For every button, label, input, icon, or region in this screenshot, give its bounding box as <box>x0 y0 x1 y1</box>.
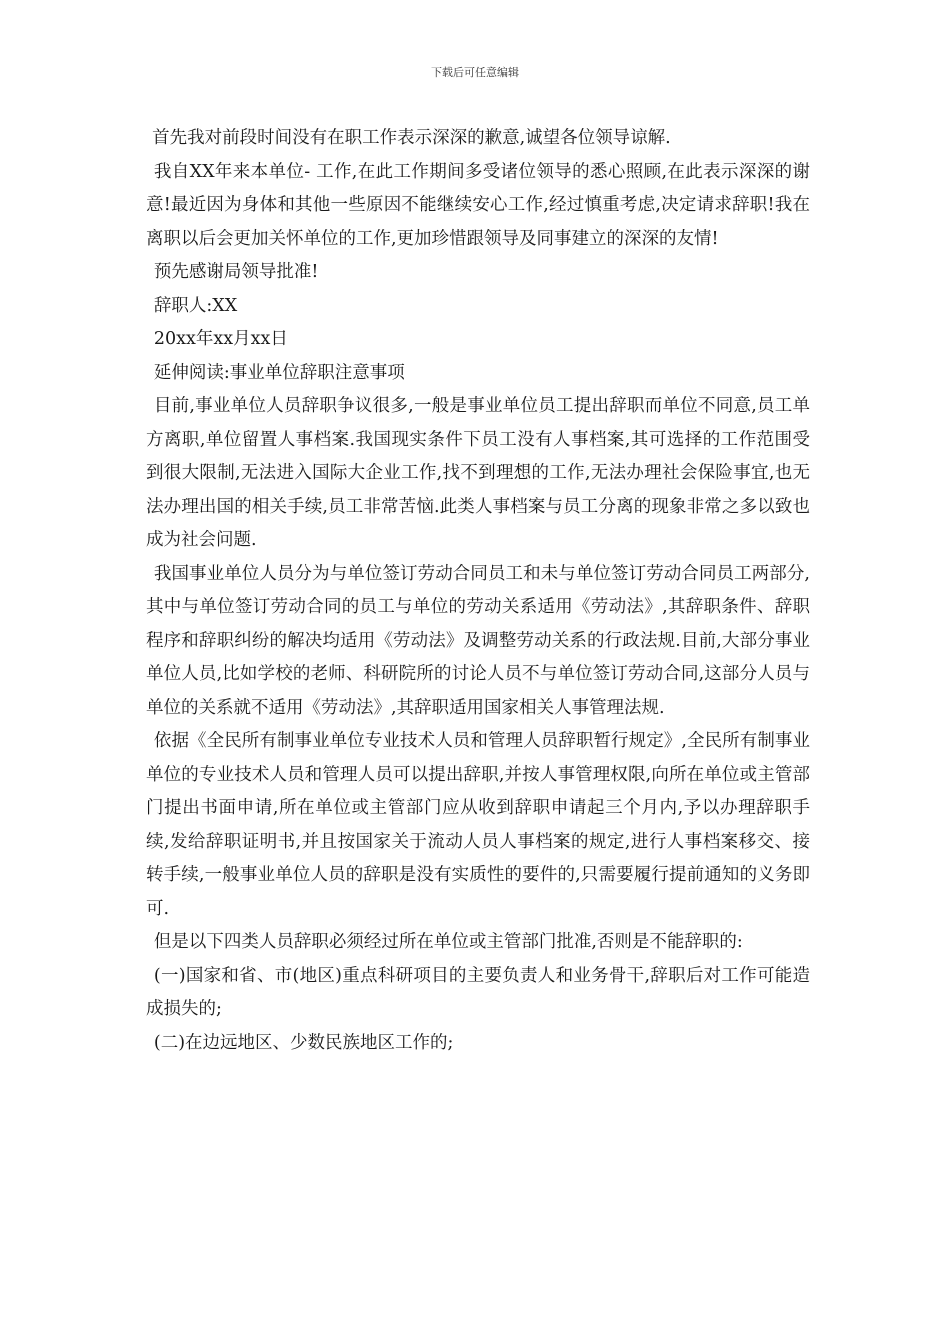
paragraph-thanks: 预先感谢局领导批准! <box>153 262 319 282</box>
signature-line: 辞职人:XX <box>153 295 238 316</box>
paragraph-exceptions: 但是以下四类人员辞职必须经过所在单位或主管部门批准,否则是不能辞职的: <box>153 932 743 952</box>
document-body <box>146 122 810 1060</box>
paragraph-gratitude: 我自XX年来本单位- 工作,在此工作期间多受诸位领导的悉心照顾,在此表示深深的谢意!最近因为身体和其他一些原因不能继续安心工作,经过慎重考虑,决定请求辞职!我在离职以后会更加关怀单位的工作,更加珍惜跟领导及同事建立的深深的友情! <box>146 161 810 249</box>
list-item-2: (二)在边远地区、少数民族地区工作的; <box>153 1032 454 1053</box>
paragraph-regulations: 依据《全民所有制事业单位专业技术人员和管理人员辞职暂行规定》,全民所有制事业单位的专业技术人员和管理人员可以提出辞职,并按人事管理权限,向所在单位或主管部门提出书面申请,所在单位或主管部门应从收到辞职申请起三个月内,予以办理辞职手续,发给辞职证明书,并且按国家关于流动人员人事档案的规定,进行人事档案移交、接转手续,一般事业单位人员的辞职是没有实质性的要件的,只需要履行提前通知的义务即可. <box>146 731 810 919</box>
list-item-1: (一)国家和省、市(地区)重点科研项目的主要负责人和业务骨干,辞职后对工作可能造成损失的; <box>146 965 810 1019</box>
paragraph-apology: 首先我对前段时间没有在职工作表示深深的歉意,诚望各位领导谅解. <box>152 128 671 148</box>
date-line: 20xx年xx月xx日 <box>153 329 288 349</box>
paragraph-current-situation: 目前,事业单位人员辞职争议很多,一般是事业单位员工提出辞职而单位不同意,员工单方离职,单位留置人事档案.我国现实条件下员工没有人事档案,其可选择的工作范围受到很大限制,无法进入国际大企业工作,找不到理想的工作,无法办理社会保险事宜,也无法办理出国的相关手续,员工非常苦恼.此类人事档案与员工分离的现象非常之多以致也成为社会问题. <box>146 396 810 550</box>
paragraph-labor-law: 我国事业单位人员分为与单位签订劳动合同员工和未与单位签订劳动合同员工两部分,其中与单位签订劳动合同的员工与单位的劳动关系适用《劳动法》,其辞职条件、辞职程序和辞职纠纷的解决均适用《劳动法》及调整劳动关系的行政法规.目前,大部分事业单位人员,比如学校的老师、科研院所的讨论人员不与单位签订劳动合同,这部分人员与单位的关系就不适用《劳动法》,其辞职适用国家相关人事管理法规. <box>146 563 810 718</box>
section-heading: 延伸阅读:事业单位辞职注意事项 <box>153 362 405 383</box>
page-header: 下载后可任意编辑 <box>431 66 519 79</box>
